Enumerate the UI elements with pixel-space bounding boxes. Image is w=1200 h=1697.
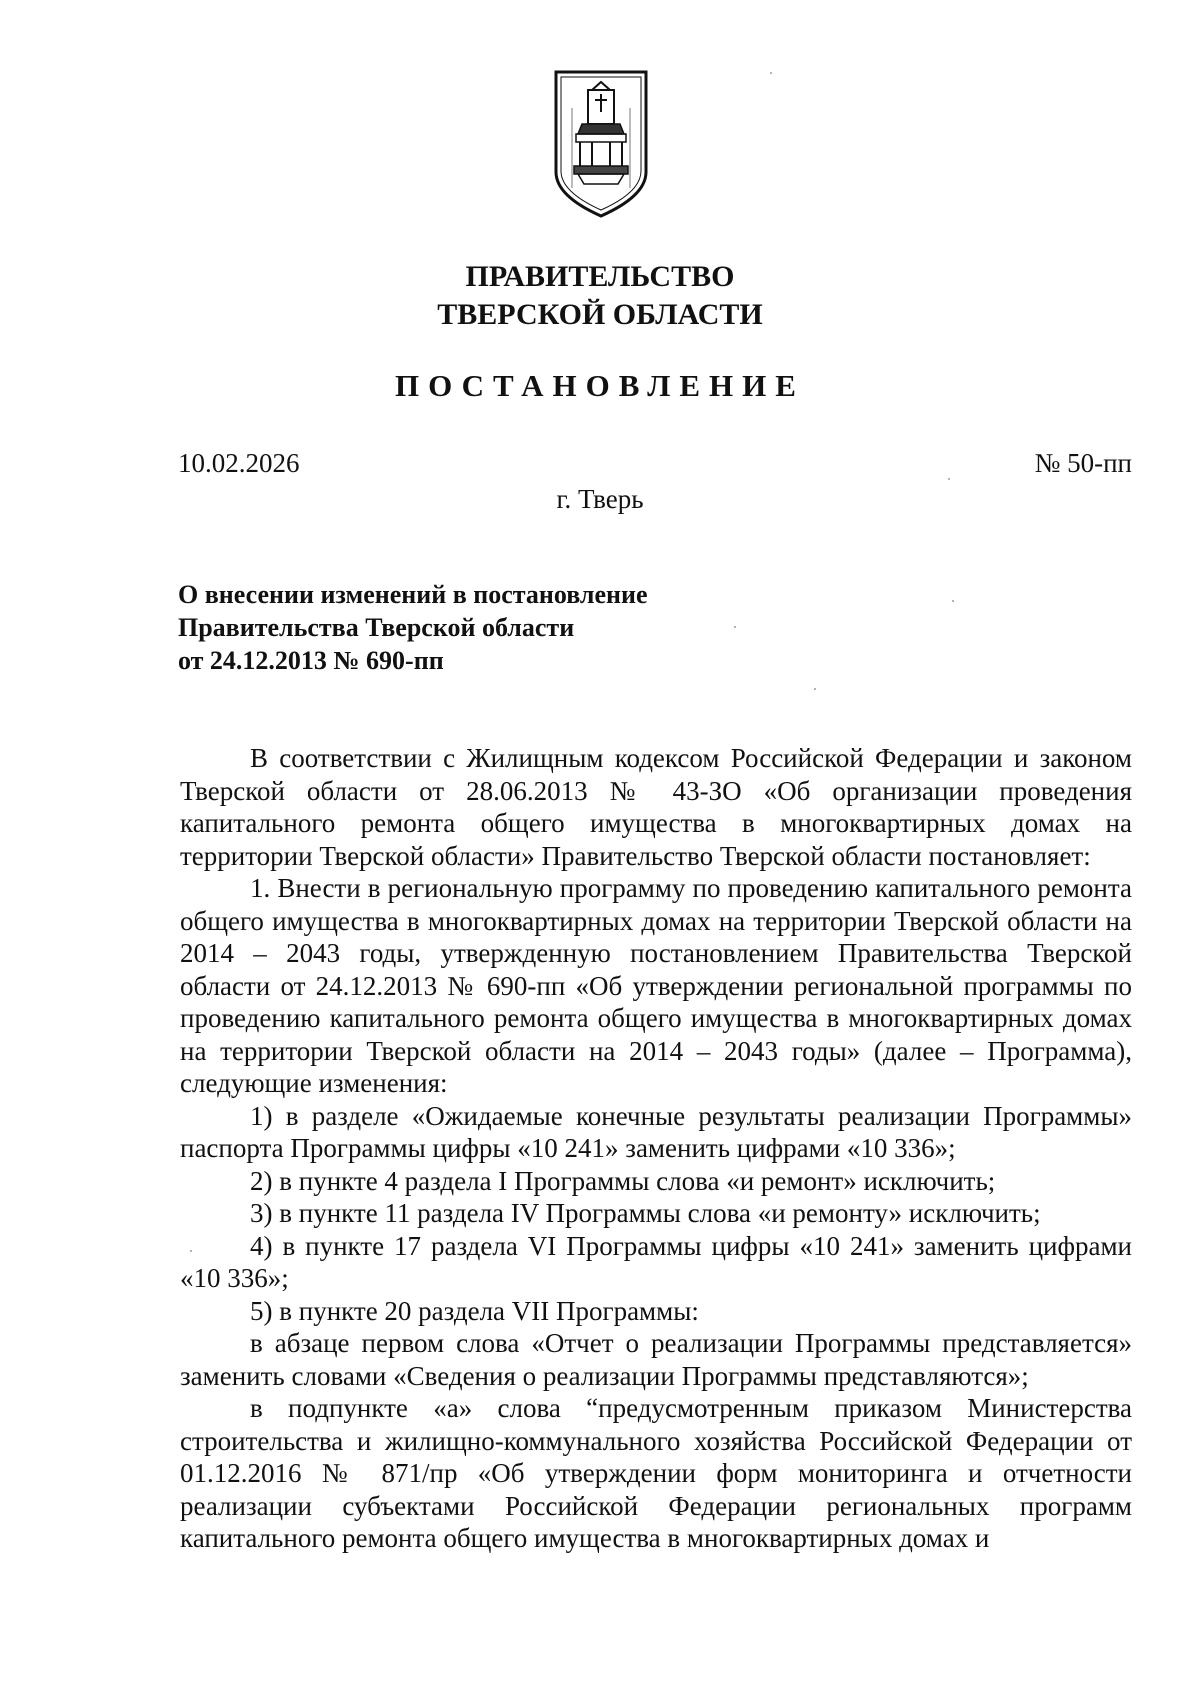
body-paragraph: В соответствии с Жилищным кодексом Российской Федерации и законом Тверской области от 28.06.2013 № 43-ЗО «Об организации проведения капитального ремонта общего имущества в многоквартирных домах на территории Тверской области» Правительство Тверской области постановляет:	[180, 743, 1132, 871]
scan-speck	[734, 626, 736, 628]
subject-line: О внесении изменений в постановление	[178, 580, 648, 609]
body-paragraph: в подпункте «а» слова “предусмотренным приказом Министерства строительства и жилищно-коммунального хозяйства Российской Федерации от 01.12.2016 № 871/пр «Об утверждении форм мониторинга и отчетности реализации субъектами Российской Федерации региональных программ капитального ремонта общего имущества в многоквартирных домах и	[180, 1393, 1132, 1553]
document-type: ПОСТАНОВЛЕНИЕ	[395, 368, 805, 403]
scan-speck	[952, 600, 954, 602]
government-name-line1: ПРАВИТЕЛЬСТВО	[465, 260, 735, 293]
body-paragraph: 3) в пункте 11 раздела IV Программы слова «и ремонту» исключить;	[250, 1198, 1041, 1228]
coat-of-arms-icon	[552, 68, 650, 220]
document-subject	[178, 578, 648, 677]
body-paragraph: 1. Внести в региональную программу по проведению капитального ремонта общего имущества в многоквартирных домах на территории Тверской области на 2014 – 2043 годы, утвержденную постановлением Правительства Тверской области от 24.12.2013 № 690-пп «Об утверждении региональной программы по проведению капитального ремонта общего имущества в многоквартирных домах на территории Тверской области на 2014 – 2043 годы» (далее – Программа), следующие изменения:	[180, 873, 1132, 1098]
scan-speck	[770, 72, 772, 74]
body-paragraph: 2) в пункте 4 раздела I Программы слова «и ремонт» исключить;	[250, 1165, 996, 1196]
body-paragraph: 4) в пункте 17 раздела VI Программы цифры «10 241» заменить цифрами «10 336»;	[180, 1230, 1132, 1293]
government-name-line2: ТВЕРСКОЙ ОБЛАСТИ	[437, 298, 763, 331]
document-number: № 50-пп	[1034, 448, 1132, 478]
body-paragraph: 1) в разделе «Ожидаемые конечные результаты реализации Программы» паспорта Программы цифры «10 241» заменить цифрами «10 336»;	[180, 1100, 1132, 1163]
scan-speck	[948, 478, 950, 480]
document-city: г. Тверь	[556, 484, 644, 514]
subject-line: от 24.12.2013 № 690-пп	[178, 646, 444, 675]
scan-speck	[190, 1250, 192, 1252]
document-date: 10.02.2026	[178, 448, 300, 478]
body-paragraph: 5) в пункте 20 раздела VII Программы:	[250, 1295, 699, 1326]
subject-line: Правительства Тверской области	[178, 613, 575, 642]
body-paragraph: в абзаце первом слова «Отчет о реализации Программы представляется» заменить словами «Сведения о реализации Программы представляются»;	[180, 1328, 1132, 1391]
document-body	[180, 742, 1132, 1555]
scan-speck	[814, 688, 816, 690]
